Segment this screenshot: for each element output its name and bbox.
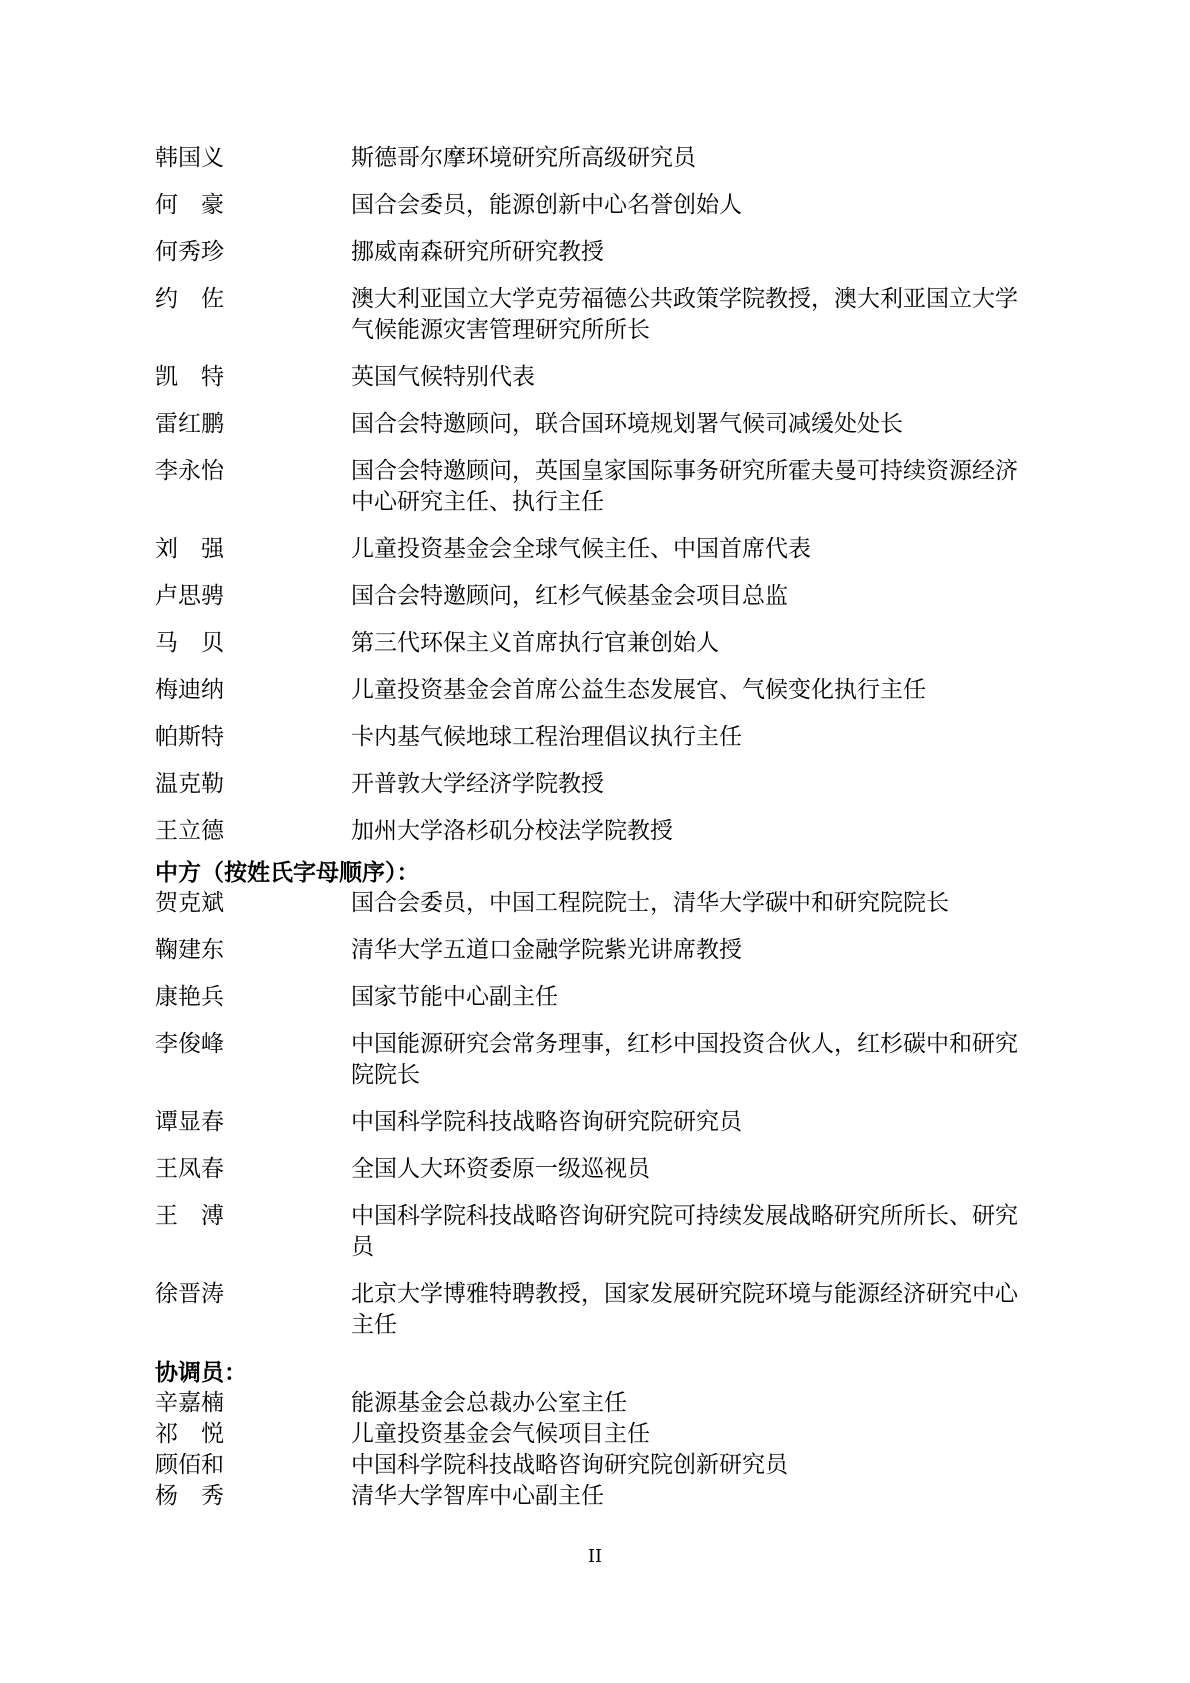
member-name: 贺克斌 <box>155 890 224 916</box>
member-name: 帕斯特 <box>155 724 224 750</box>
coordinator-row <box>155 1388 1035 1419</box>
member-name: 何秀珍 <box>155 239 224 265</box>
member-name: 刘 强 <box>155 536 224 562</box>
member-title: 澳大利亚国立大学克劳福德公共政策学院教授，澳大利亚国立大学气候能源灾害管理研究所所长 <box>351 286 1018 343</box>
member-row <box>155 143 1035 174</box>
coordinator-name: 辛嘉楠 <box>155 1390 224 1416</box>
coordinator-title: 清华大学智库中心副主任 <box>351 1483 604 1509</box>
member-title: 北京大学博雅特聘教授，国家发展研究院环境与能源经济研究中心主任 <box>351 1281 1018 1338</box>
member-name: 王凤春 <box>155 1156 224 1182</box>
member-row <box>155 888 1035 919</box>
member-title: 第三代环保主义首席执行官兼创始人 <box>351 630 719 656</box>
member-title: 国合会委员，中国工程院院士，清华大学碳中和研究院院长 <box>351 890 949 916</box>
member-row <box>155 1107 1035 1138</box>
coordinator-title: 儿童投资基金会气候项目主任 <box>351 1421 650 1447</box>
member-name: 马 贝 <box>155 630 224 656</box>
member-row <box>155 409 1035 440</box>
member-row <box>155 237 1035 268</box>
member-row <box>155 675 1035 706</box>
member-name: 王 溥 <box>155 1203 224 1229</box>
member-name: 梅迪纳 <box>155 677 224 703</box>
member-name: 王立德 <box>155 818 224 844</box>
member-title: 斯德哥尔摩环境研究所高级研究员 <box>351 145 696 171</box>
member-row <box>155 1154 1035 1185</box>
member-name: 卢思骋 <box>155 583 224 609</box>
member-row <box>155 581 1035 612</box>
member-row <box>155 816 1035 847</box>
coordinators-heading: 协调员： <box>155 1359 247 1386</box>
coordinator-row <box>155 1419 1035 1450</box>
coordinator-title: 能源基金会总裁办公室主任 <box>351 1390 627 1416</box>
member-title: 英国气候特别代表 <box>351 364 535 390</box>
member-title: 中国能源研究会常务理事，红杉中国投资合伙人，红杉碳中和研究院院长 <box>351 1031 1018 1088</box>
member-row <box>155 628 1035 659</box>
member-title: 国合会委员，能源创新中心名誉创始人 <box>351 192 742 218</box>
member-title: 全国人大环资委原一级巡视员 <box>351 1156 650 1182</box>
member-row <box>155 1029 1035 1091</box>
member-title: 加州大学洛杉矶分校法学院教授 <box>351 818 673 844</box>
member-row <box>155 1201 1035 1263</box>
member-name: 温克勒 <box>155 771 224 797</box>
member-row <box>155 362 1035 393</box>
member-title: 挪威南森研究所研究教授 <box>351 239 604 265</box>
member-row <box>155 534 1035 565</box>
member-title: 中国科学院科技战略咨询研究院可持续发展战略研究所所长、研究员 <box>351 1203 1018 1260</box>
member-name: 鞠建东 <box>155 937 224 963</box>
member-list <box>155 143 1035 1512</box>
page-number: II <box>587 1546 603 1567</box>
member-title: 国家节能中心副主任 <box>351 984 558 1010</box>
member-row <box>155 456 1035 518</box>
member-name: 李俊峰 <box>155 1031 224 1057</box>
coordinator-name: 杨 秀 <box>155 1483 224 1509</box>
member-title: 清华大学五道口金融学院紫光讲席教授 <box>351 937 742 963</box>
member-name: 凯 特 <box>155 364 224 390</box>
member-title: 开普敦大学经济学院教授 <box>351 771 604 797</box>
member-title: 国合会特邀顾问，红杉气候基金会项目总监 <box>351 583 788 609</box>
member-title: 国合会特邀顾问，英国皇家国际事务研究所霍夫曼可持续资源经济中心研究主任、执行主任 <box>351 458 1018 515</box>
coordinator-title: 中国科学院科技战略咨询研究院创新研究员 <box>351 1452 788 1478</box>
member-name: 雷红鹏 <box>155 411 224 437</box>
coordinator-row <box>155 1481 1035 1512</box>
coordinator-name: 祁 悦 <box>155 1421 224 1447</box>
member-name: 康艳兵 <box>155 984 224 1010</box>
member-title: 国合会特邀顾问，联合国环境规划署气候司减缓处处长 <box>351 411 903 437</box>
member-name: 徐晋涛 <box>155 1281 224 1307</box>
member-name: 谭显春 <box>155 1109 224 1135</box>
member-row <box>155 722 1035 753</box>
member-name: 李永怡 <box>155 458 224 484</box>
member-row <box>155 1279 1035 1341</box>
member-name: 约 佐 <box>155 286 224 312</box>
member-name: 韩国义 <box>155 145 224 171</box>
coordinator-name: 顾佰和 <box>155 1452 224 1478</box>
member-row <box>155 935 1035 966</box>
member-row <box>155 190 1035 221</box>
member-name: 何 豪 <box>155 192 224 218</box>
member-title: 卡内基气候地球工程治理倡议执行主任 <box>351 724 742 750</box>
member-title: 儿童投资基金会首席公益生态发展官、气候变化执行主任 <box>351 677 926 703</box>
member-row <box>155 982 1035 1013</box>
member-title: 中国科学院科技战略咨询研究院研究员 <box>351 1109 742 1135</box>
chinese-members-heading: 中方（按姓氏字母顺序）： <box>155 859 420 886</box>
member-row <box>155 284 1035 346</box>
coordinator-row <box>155 1450 1035 1481</box>
member-row <box>155 769 1035 800</box>
member-title: 儿童投资基金会全球气候主任、中国首席代表 <box>351 536 811 562</box>
